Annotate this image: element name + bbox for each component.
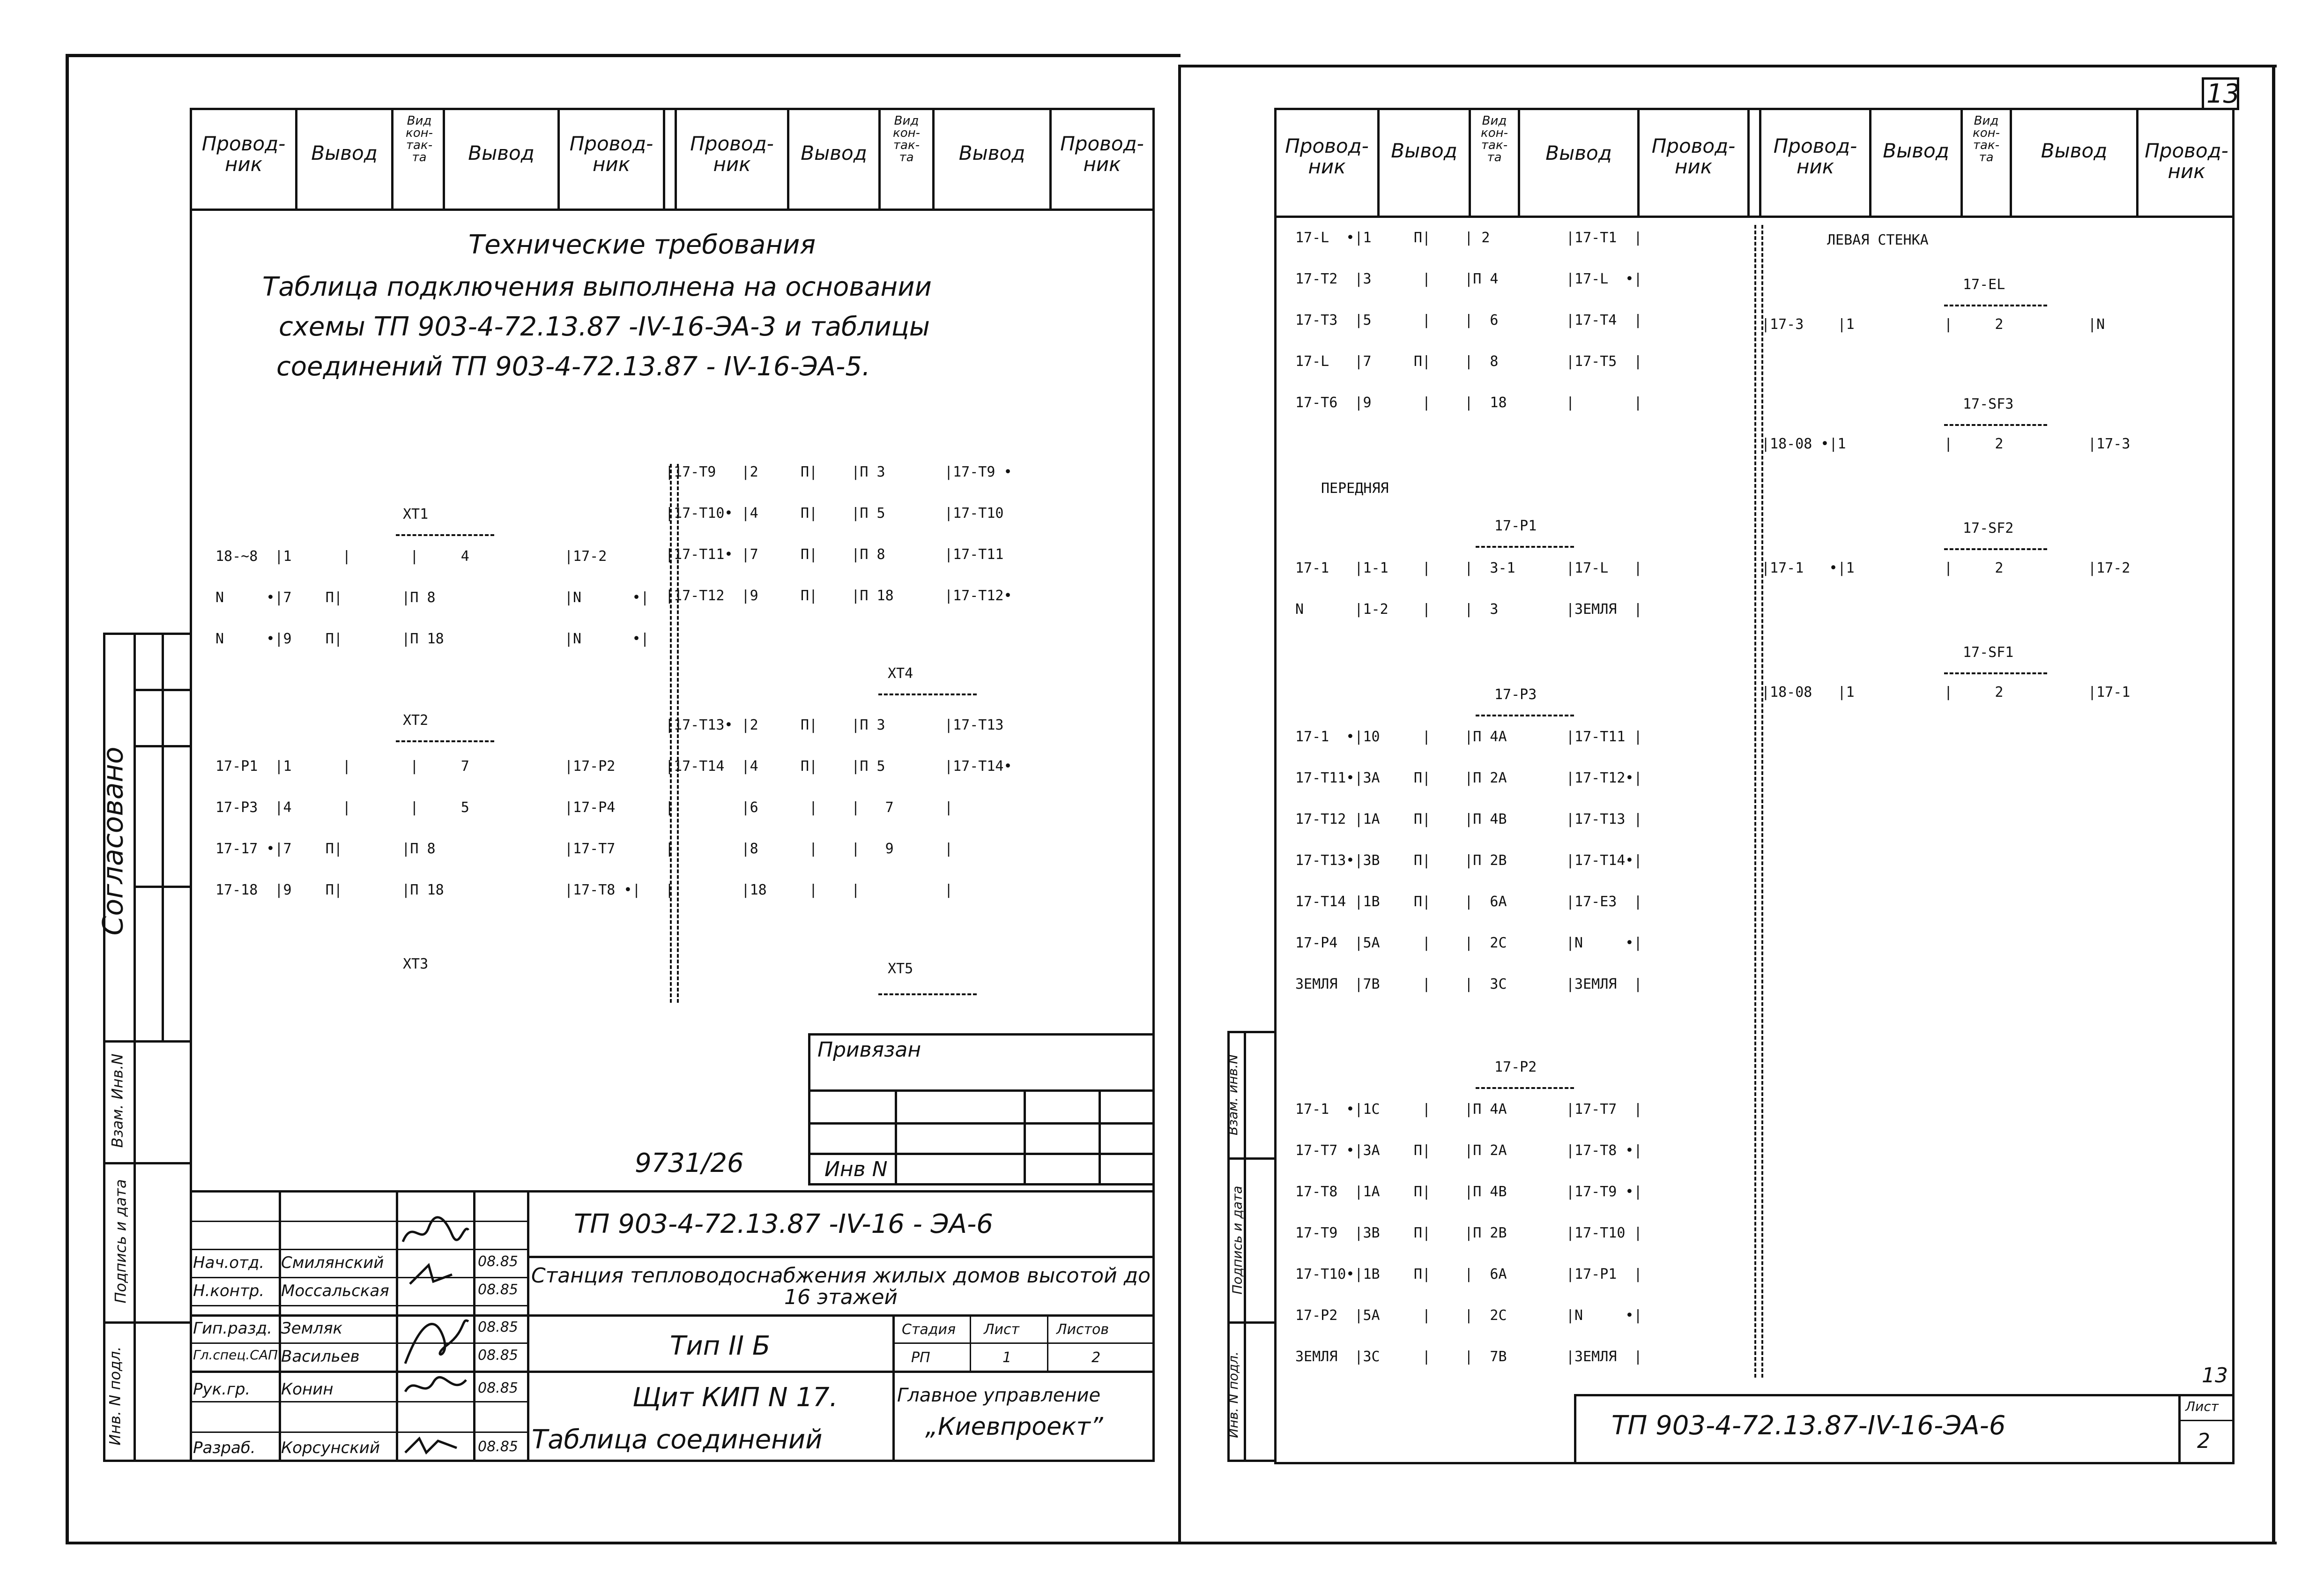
xt4b-row-4: | |8 | | 9 |	[665, 841, 953, 857]
tb-p5-date: 08.85	[478, 1380, 518, 1396]
xt4-name: XT4	[888, 665, 913, 682]
xt2-right-4: |17-T8 •|	[564, 882, 641, 898]
left-hdr-terminal-2: Вывод	[468, 142, 535, 164]
signature-4	[401, 1373, 471, 1401]
tb-sheet: 1	[1002, 1349, 1012, 1366]
binding-col-1	[895, 1089, 897, 1185]
xt1-right-1: |17-2	[564, 548, 607, 565]
tb-org: Главное управление	[897, 1385, 1101, 1406]
left-hdr-terminal-4: Вывод	[958, 142, 1025, 164]
rs-p2-row-7: ЗЕМЛЯ |3C | | 7B |ЗЕМЛЯ |	[1295, 1349, 1642, 1365]
rs-p2-row-1: 17-1 •|1C | |П 4A |17-T7 |	[1295, 1101, 1642, 1118]
right-hdr-v5	[1747, 108, 1750, 216]
tb-doc-code: ТП 903-4-72.13.87 -IV-16 - ЭА-6	[574, 1209, 993, 1239]
xt4-row-2: |17-T10• |4 П| |П 5 |17-T10	[665, 505, 1004, 522]
right-hdr-terminal-2: Вывод	[1545, 142, 1612, 164]
rs-top-row-4: 17-L |7 П| | 8 |17-T5 |	[1295, 353, 1642, 370]
xt2-right-2: |17-P4	[564, 799, 616, 816]
signature-5	[401, 1434, 471, 1460]
tech-req-line2: схемы ТП 903-4-72.13.87 -IV-16-ЭА-3 и таблицы	[279, 312, 930, 342]
tb-p3-date: 08.85	[478, 1319, 518, 1335]
rs-el-name: 17-EL	[1963, 276, 2005, 293]
side-cell-replace: Взам. Инв.N	[108, 1053, 126, 1148]
sheet-number-bottom: 13	[2202, 1364, 2228, 1387]
xt2-row-4: 17-18 |9 П| |П 18	[215, 882, 444, 898]
rs-doc-code: ТП 903-4-72.13.87-IV-16-ЭА-6	[1611, 1410, 2006, 1441]
rs-sf3-row-l: |18-08 •|1	[1761, 436, 1846, 452]
right-hdr-terminal-1: Вывод	[1391, 139, 1457, 162]
rs-mid-rail-1	[1754, 225, 1756, 1378]
right-hdr-v1	[1377, 108, 1380, 216]
right-top-edge	[1178, 65, 2277, 67]
xt2-right-3: |17-T7	[564, 841, 616, 857]
left-outer-edge	[66, 54, 69, 1544]
rs-p2-bracket	[1476, 1087, 1574, 1089]
binding-row-1	[808, 1089, 1155, 1092]
xt2-row-2: 17-P3 |4 | | 5	[215, 799, 469, 816]
rs-sf2-bracket	[1944, 548, 2047, 550]
tb-p3-role: Гип.разд.	[193, 1319, 272, 1338]
sheet-divider	[1178, 66, 1181, 1542]
rs-p1-name: 17-P1	[1494, 518, 1537, 534]
rs-sf1-row-r: | 2 |17-1	[1944, 684, 2131, 701]
right-hdr-conductor-2: Провод- ник	[1651, 134, 1736, 179]
rs-sf3-row-r: | 2 |17-3	[1944, 436, 2131, 452]
tb-drawing2: Таблица соединений	[532, 1424, 823, 1455]
xt4-bracket	[878, 693, 977, 695]
tb-v-main	[527, 1190, 529, 1462]
binding-col-3	[1099, 1089, 1101, 1185]
side-cell-inv: Инв. N подл.	[106, 1346, 124, 1446]
rs-p2-row-2: 17-T7 •|3A П| |П 2A |17-T8 •|	[1295, 1142, 1642, 1159]
rs-p3-row-1: 17-1 •|10 | |П 4A |17-T11 |	[1295, 729, 1642, 745]
rs-p3-row-5: 17-T14 |1B П| | 6A |17-E3 |	[1295, 894, 1642, 910]
tb-doccode-line	[527, 1256, 1155, 1258]
right-hdr-conductor-3: Провод- ник	[1773, 134, 1857, 179]
left-hdr-conductor-2: Провод- ник	[569, 132, 653, 176]
right-hdr-contact-2: Вид кон- так- та	[1973, 114, 2000, 164]
rs-p1-row-2: N |1-2 | | 3 |ЗЕМЛЯ |	[1295, 601, 1642, 618]
left-hdr-conductor-1: Провод- ник	[201, 132, 286, 176]
tech-req-heading: Технические требования	[468, 230, 816, 260]
tb-r4	[190, 1305, 527, 1306]
tb-r1	[190, 1221, 527, 1222]
tb-sheet-label: Лист	[984, 1321, 1020, 1338]
rs-el-bracket	[1944, 305, 2047, 306]
xt1-right-3: |N •|	[564, 631, 649, 647]
rs-sheet: 2	[2197, 1429, 2210, 1453]
tb-r8	[190, 1401, 527, 1402]
side-cell-sign: Подпись и дата	[111, 1179, 130, 1304]
rs-p1-bracket	[1476, 546, 1574, 548]
rs-top-row-1: 17-L •|1 П| | 2 |17-T1 |	[1295, 230, 1642, 246]
rs-sf1-bracket	[1944, 672, 2047, 674]
rs-p3-row-2: 17-T11•|3A П| |П 2A |17-T12•|	[1295, 770, 1642, 786]
tb-sheets: 2	[1091, 1349, 1101, 1366]
signature-2	[401, 1260, 471, 1289]
xt2-bracket	[396, 740, 494, 742]
rs-side-h1	[1227, 1157, 1274, 1160]
tb-v-sheets	[1047, 1314, 1048, 1371]
binding-row-2	[808, 1122, 1155, 1125]
right-hdr-v7	[1869, 108, 1871, 216]
rs-p2-row-6: 17-P2 |5A | | 2C |N •|	[1295, 1307, 1642, 1324]
xt1-row-2: N •|7 П| |П 8	[215, 589, 436, 606]
rs-p3-row-3: 17-T12 |1A П| |П 4B |17-T13 |	[1295, 811, 1642, 828]
left-hdr-terminal-3: Вывод	[801, 142, 867, 164]
rs-p2-row-4: 17-T9 |3B П| |П 2B |17-T10 |	[1295, 1225, 1642, 1241]
rs-p3-row-7: ЗЕМЛЯ |7B | | 3C |ЗЕМЛЯ |	[1295, 976, 1642, 992]
xt4b-row-5: | |18 | | |	[665, 882, 953, 898]
tb-p2-date: 08.85	[478, 1282, 518, 1298]
tb-r2	[190, 1249, 527, 1250]
rs-title-v	[2178, 1394, 2181, 1464]
tech-req-line1: Таблица подключения выполнена на основании	[262, 272, 932, 302]
tb-org2: „Киевпроект”	[925, 1413, 1103, 1441]
side-stamp-v1	[134, 633, 136, 1462]
side-stamp-h4	[103, 1040, 190, 1043]
tb-p2-name: Моссальская	[281, 1282, 389, 1300]
right-outer-edge	[2272, 65, 2275, 1543]
tb-p4-name: Васильев	[281, 1347, 360, 1366]
rs-sf2-row-l: |17-1 •|1	[1761, 560, 1855, 576]
xt5-name: XT5	[888, 961, 913, 977]
tb-r3	[190, 1277, 527, 1278]
xt1-bracket	[396, 534, 494, 536]
left-hdr-contact-2: Вид кон- так- та	[893, 114, 920, 164]
rs-p2-name: 17-P2	[1494, 1059, 1537, 1075]
xt-left-rail-2	[677, 464, 679, 1003]
rs-top-row-3: 17-T3 |5 | | 6 |17-T4 |	[1295, 312, 1642, 328]
rs-p1-row-1: 17-1 |1-1 | | 3-1 |17-L |	[1295, 560, 1642, 576]
tech-req-line3: соединений ТП 903-4-72.13.87 - IV-16-ЭА-5.	[276, 351, 870, 382]
rs-sf2-row-r: | 2 |17-2	[1944, 560, 2131, 576]
sheet-number-top: 13	[2206, 79, 2240, 109]
rs-side-cell-sign: Подпись и дата	[1229, 1185, 1245, 1295]
tb-v-name	[396, 1190, 398, 1462]
xt1-row-3: N •|9 П| |П 18	[215, 631, 444, 647]
xt4-row-4: |17-T12 |9 П| |П 18 |17-T12•	[665, 588, 1012, 604]
right-hdr-conductor-4: Провод- ник	[2145, 139, 2228, 183]
rs-top-row-5: 17-T6 |9 | | 18 | |	[1295, 395, 1642, 411]
signature-3	[401, 1307, 471, 1373]
xt2-name: XT2	[403, 712, 429, 729]
xt1-row-1: 18-~8 |1 | | 4	[215, 548, 469, 565]
left-hdr-contact-1: Вид кон- так- та	[406, 114, 433, 164]
xt4b-row-2: |17-T14 |4 П| |П 5 |17-T14•	[665, 758, 1012, 775]
tb-r7	[190, 1371, 1155, 1373]
rs-p3-row-4: 17-T13•|3B П| |П 2B |17-T14•|	[1295, 852, 1642, 869]
tb-v-stage	[892, 1314, 895, 1462]
side-stamp-v2	[162, 633, 164, 1040]
right-hdr-v9	[2010, 108, 2012, 216]
archive-number: 9731/26	[635, 1148, 744, 1178]
xt4-row-1: |17-T9 |2 П| |П 3 |17-T9 •	[665, 464, 1012, 480]
tb-top	[190, 1190, 1155, 1193]
rs-side-cell-inv: Инв. N подл.	[1225, 1351, 1241, 1438]
rs-side-h2	[1227, 1321, 1274, 1324]
inv-label: Инв N	[824, 1157, 888, 1181]
xt5-bracket	[878, 993, 977, 995]
side-stamp-h6	[103, 1321, 190, 1324]
rs-el-row-l: |17-3 |1	[1761, 316, 1855, 333]
tb-stage-label: Стадия	[902, 1321, 956, 1338]
tb-p6-date: 08.85	[478, 1439, 518, 1455]
tb-sheets-label: Листов	[1056, 1321, 1109, 1338]
rs-front-label: ПЕРЕДНЯЯ	[1321, 480, 1389, 497]
tb-p6-name: Корсунский	[281, 1439, 380, 1457]
right-header-bottom	[1274, 216, 2235, 218]
side-stamp-h1	[134, 689, 190, 691]
rs-p2-row-5: 17-T10•|1B П| | 6A |17-P1 |	[1295, 1266, 1642, 1282]
xt2-right-1: |17-P2	[564, 758, 616, 775]
rs-sf3-bracket	[1944, 424, 2047, 426]
tb-stage-line	[892, 1342, 1155, 1344]
tb-r6	[190, 1342, 527, 1344]
xt4-row-3: |17-T11• |7 П| |П 8 |17-T11	[665, 546, 1004, 563]
xt4b-row-1: |17-T13• |2 П| |П 3 |17-T13	[665, 717, 1004, 733]
rs-mid-rail-2	[1761, 225, 1763, 1378]
left-header-bottom	[190, 209, 1155, 211]
binding-row-3	[808, 1153, 1155, 1155]
tb-p1-date: 08.85	[478, 1253, 518, 1270]
tb-p5-name: Конин	[281, 1380, 334, 1399]
tb-p1-role: Нач.отд.	[193, 1253, 265, 1272]
side-stamp-h5	[103, 1162, 190, 1164]
signature-1	[401, 1214, 471, 1251]
side-stamp-h2	[134, 745, 190, 747]
tb-p1-name: Смилянский	[281, 1253, 384, 1272]
rs-p2-row-3: 17-T8 |1A П| |П 4B |17-T9 •|	[1295, 1184, 1642, 1200]
xt1-right-2: |N •|	[564, 589, 649, 606]
tb-p4-role: Гл.спец.САП	[193, 1347, 278, 1363]
tb-p2-role: Н.контр.	[193, 1282, 265, 1300]
left-hdr-conductor-3: Провод- ник	[690, 132, 774, 176]
right-hdr-terminal-3: Вывод	[1883, 139, 1949, 162]
tb-v-sign	[473, 1190, 475, 1462]
left-hdr-conductor-4: Провод- ник	[1060, 132, 1144, 176]
binding-label: Привязан	[817, 1038, 921, 1062]
tb-r9	[190, 1431, 527, 1433]
rs-sf1-name: 17-SF1	[1963, 644, 2014, 661]
tb-project: Станция тепловодоснабжения жилых домов высотой до 16 этажей	[531, 1264, 1151, 1310]
xt2-row-1: 17-P1 |1 | | 7	[215, 758, 469, 775]
right-hdr-terminal-4: Вывод	[2041, 139, 2108, 162]
rs-p3-row-6: 17-P4 |5A | | 2C |N •|	[1295, 935, 1642, 951]
rs-p3-bracket	[1476, 715, 1574, 716]
xt-left-rail-1	[670, 464, 672, 1003]
rs-side-cell-replace: Взам. инв.N	[1225, 1054, 1241, 1136]
side-stamp-h3	[134, 886, 190, 888]
binding-col-2	[1024, 1089, 1026, 1185]
left-hdr-v5	[663, 108, 665, 209]
bottom-edge	[66, 1542, 2277, 1544]
xt2-row-3: 17-17 •|7 П| |П 8	[215, 841, 436, 857]
rs-title-h	[2178, 1420, 2235, 1421]
xt4b-row-3: | |6 | | 7 |	[665, 799, 953, 816]
rs-left-wall-label: ЛЕВАЯ СТЕНКА	[1827, 232, 1929, 248]
tb-v-sheet	[970, 1314, 971, 1371]
rs-sf1-row-l: |18-08 |1	[1761, 684, 1855, 701]
xt3-name: XT3	[403, 956, 429, 972]
rs-sf2-name: 17-SF2	[1963, 520, 2014, 537]
side-stamp-agreed: Согласовано	[97, 746, 130, 936]
rs-top-row-2: 17-T2 |3 | |П 4 |17-L •|	[1295, 271, 1642, 287]
rs-sheet-label: Лист	[2185, 1399, 2219, 1414]
xt1-name: XT1	[403, 506, 429, 522]
tb-drawing: Щит КИП N 17.	[632, 1382, 838, 1413]
tb-type: Тип II Б	[670, 1331, 771, 1361]
tb-stage: РП	[911, 1349, 930, 1366]
right-hdr-conductor-1: Провод- ник	[1285, 134, 1369, 179]
tb-p5-role: Рук.гр.	[193, 1380, 251, 1399]
rs-p3-name: 17-P3	[1494, 686, 1537, 703]
tb-p6-role: Разраб.	[193, 1439, 256, 1457]
right-hdr-contact-1: Вид кон- так- та	[1481, 114, 1508, 164]
tb-p3-name: Земляк	[281, 1319, 343, 1338]
left-hdr-v2	[391, 108, 394, 209]
tb-p4-date: 08.85	[478, 1347, 518, 1364]
tb-r5	[190, 1314, 1155, 1317]
rs-sf3-name: 17-SF3	[1963, 396, 2014, 412]
rs-el-row-r: | 2 |N	[1944, 316, 2105, 333]
left-hdr-terminal-1: Вывод	[311, 142, 378, 164]
